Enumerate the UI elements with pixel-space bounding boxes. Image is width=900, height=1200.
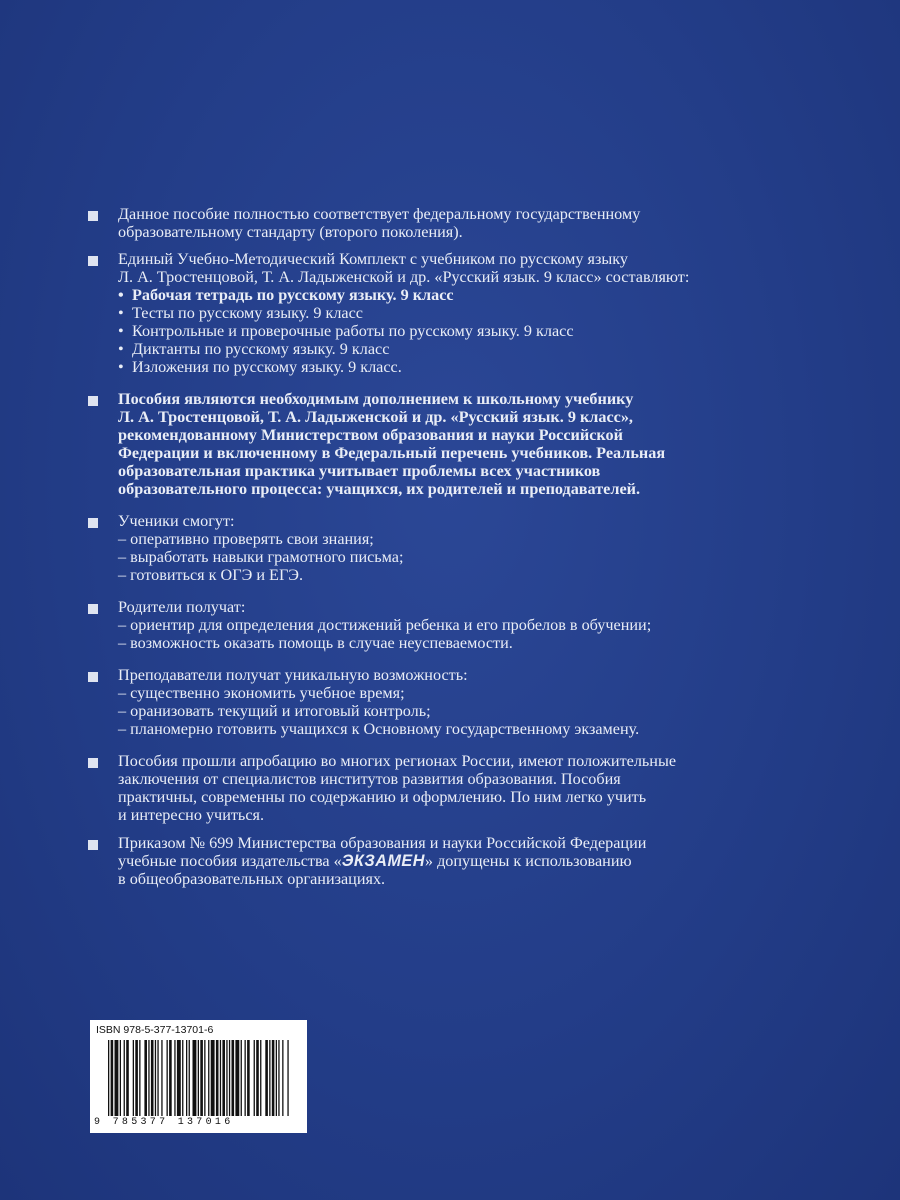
complex-item bbox=[118, 304, 828, 322]
barcode-bars bbox=[106, 1040, 291, 1116]
barcode-bar bbox=[111, 1040, 114, 1116]
square-bullet-icon bbox=[88, 672, 98, 682]
text-line: – оперативно проверять свои знания; bbox=[118, 530, 374, 548]
barcode-bar bbox=[232, 1040, 235, 1116]
section-order bbox=[88, 834, 828, 888]
barcode-bar bbox=[139, 1040, 140, 1116]
text-line: и интересно учиться. bbox=[118, 806, 264, 824]
dot-bullet-icon: • bbox=[118, 286, 124, 304]
text-line: Л. А. Тростенцовой, Т. А. Ладыженской и др. «Русский язык. 9 класс» составляют: bbox=[118, 268, 690, 286]
barcode-bar bbox=[265, 1040, 268, 1116]
text-line: практичны, современны по содержанию и оформлению. По ним легко учить bbox=[118, 788, 647, 806]
section-supplement bbox=[88, 390, 828, 498]
barcode-bar bbox=[204, 1040, 205, 1116]
square-bullet-icon bbox=[88, 396, 98, 406]
text-line: – оранизовать текущий и итоговый контроль; bbox=[118, 702, 431, 720]
dot-bullet-icon: • bbox=[118, 304, 124, 322]
barcode-bar bbox=[256, 1040, 259, 1116]
barcode-bar bbox=[157, 1040, 158, 1116]
text-line: Родители получат: bbox=[118, 598, 246, 616]
square-bullet-icon bbox=[88, 518, 98, 528]
barcode-bar bbox=[161, 1040, 162, 1116]
section-approval bbox=[88, 752, 828, 824]
barcode-bar bbox=[287, 1040, 288, 1116]
barcode-bar bbox=[260, 1040, 261, 1116]
square-bullet-icon bbox=[88, 256, 98, 266]
section-teachers bbox=[88, 666, 828, 738]
text-line: – планомерно готовить учащихся к Основному государственному экзамену. bbox=[118, 720, 640, 738]
text-line: Приказом № 699 Министерства образования и науки Российской Федерации bbox=[118, 834, 647, 852]
barcode-bar bbox=[282, 1040, 283, 1116]
complex-item bbox=[118, 358, 828, 376]
text-line: Федерации и включенному в Федеральный перечень учебников. Реальная bbox=[118, 444, 666, 462]
complex-item-text: Рабочая тетрадь по русскому языку. 9 класс bbox=[132, 286, 454, 304]
barcode-bar bbox=[120, 1040, 121, 1116]
text-line: рекомендованному Министерством образования и науки Российской bbox=[118, 426, 623, 444]
order-text-after: » допущены к использованию bbox=[424, 852, 632, 870]
annotation-text bbox=[88, 205, 828, 897]
section-parents bbox=[88, 598, 828, 652]
dot-bullet-icon: • bbox=[118, 322, 124, 340]
barcode-bar bbox=[167, 1040, 168, 1116]
barcode-bar bbox=[247, 1040, 250, 1116]
complex-item-text: Изложения по русскому языку. 9 класс. bbox=[132, 358, 402, 376]
complex-item-text: Диктанты по русскому языку. 9 класс bbox=[132, 340, 390, 358]
text-line: – ориентир для определения достижений ребенка и его пробелов в обучении; bbox=[118, 616, 652, 634]
barcode-bar bbox=[124, 1040, 125, 1116]
section-complex bbox=[88, 250, 828, 376]
isbn-label: ISBN 978-5-377-13701-6 bbox=[96, 1024, 214, 1036]
barcode-bar bbox=[182, 1040, 183, 1116]
barcode-bar bbox=[276, 1040, 277, 1116]
text-line: Пособия прошли апробацию во многих регионах России, имеют положительные bbox=[118, 752, 677, 770]
text-line: – готовиться к ОГЭ и ЕГЭ. bbox=[118, 566, 304, 584]
text-line: образовательному стандарту (второго поколения). bbox=[118, 223, 463, 241]
barcode-bar bbox=[155, 1040, 156, 1116]
barcode-bar bbox=[126, 1040, 129, 1116]
barcode-bar bbox=[151, 1040, 154, 1116]
barcode-bar bbox=[135, 1040, 138, 1116]
barcode-bar bbox=[174, 1040, 175, 1116]
square-bullet-icon bbox=[88, 604, 98, 614]
barcode-bar bbox=[148, 1040, 149, 1116]
barcode-bar bbox=[211, 1040, 215, 1116]
barcode-bar bbox=[133, 1040, 134, 1116]
dot-bullet-icon: • bbox=[118, 358, 124, 376]
barcode-bar bbox=[222, 1040, 225, 1116]
text-line: образовательная практика учитывает проблемы всех участников bbox=[118, 462, 601, 480]
barcode-bar bbox=[269, 1040, 270, 1116]
barcode-bar bbox=[241, 1040, 242, 1116]
barcode-bar bbox=[198, 1040, 199, 1116]
barcode-bar bbox=[189, 1040, 190, 1116]
barcode-bar bbox=[177, 1040, 181, 1116]
barcode-bar bbox=[254, 1040, 255, 1116]
text-line: – существенно экономить учебное время; bbox=[118, 684, 405, 702]
barcode-digits: 9 785377 137016 bbox=[94, 1117, 234, 1128]
complex-item-text: Тесты по русскому языку. 9 класс bbox=[132, 304, 363, 322]
barcode-bar bbox=[186, 1040, 187, 1116]
text-line: Л. А. Тростенцовой, Т. А. Ладыженской и др. «Русский язык. 9 класс», bbox=[118, 408, 633, 426]
barcode-bar bbox=[144, 1040, 147, 1116]
text-line: образовательного процесса: учащихся, их родителей и преподавателей. bbox=[118, 480, 640, 498]
complex-item bbox=[118, 340, 828, 358]
text-line: Данное пособие полностью соответствует федеральному государственному bbox=[118, 205, 641, 223]
order-text-before: учебные пособия издательства « bbox=[118, 852, 342, 870]
barcode-bar bbox=[220, 1040, 221, 1116]
barcode-bar bbox=[208, 1040, 209, 1116]
barcode-bar bbox=[216, 1040, 219, 1116]
barcode-bar bbox=[108, 1040, 109, 1116]
section-standard bbox=[88, 205, 828, 241]
text-line: Пособия являются необходимым дополнением к школьному учебнику bbox=[118, 390, 634, 408]
square-bullet-icon bbox=[88, 758, 98, 768]
publisher-brand: ЭКЗАМЕН bbox=[341, 852, 425, 870]
isbn-barcode bbox=[90, 1020, 307, 1133]
barcode-bar bbox=[229, 1040, 230, 1116]
section-students bbox=[88, 512, 828, 584]
complex-item bbox=[118, 322, 828, 340]
text-line: Единый Учебно-Методический Комплект с учебником по русскому языку bbox=[118, 250, 628, 268]
barcode-bar bbox=[226, 1040, 227, 1116]
complex-item bbox=[118, 286, 828, 304]
complex-item-text: Контрольные и проверочные работы по русскому языку. 9 класс bbox=[132, 322, 574, 340]
square-bullet-icon bbox=[88, 840, 98, 850]
barcode-bar bbox=[235, 1040, 239, 1116]
text-line: Преподаватели получат уникальную возможность: bbox=[118, 666, 468, 684]
barcode-bar bbox=[278, 1040, 279, 1116]
text-line: Ученики смогут: bbox=[118, 512, 235, 530]
barcode-bar bbox=[115, 1040, 119, 1116]
barcode-bar bbox=[272, 1040, 275, 1116]
square-bullet-icon bbox=[88, 211, 98, 221]
barcode-bar bbox=[169, 1040, 172, 1116]
barcode-bar bbox=[245, 1040, 246, 1116]
dot-bullet-icon: • bbox=[118, 340, 124, 358]
text-line: – выработать навыки грамотного письма; bbox=[118, 548, 404, 566]
barcode-bar bbox=[193, 1040, 197, 1116]
text-line: – возможность оказать помощь в случае неуспеваемости. bbox=[118, 634, 513, 652]
text-line: заключения от специалистов институтов развития образования. Пособия bbox=[118, 770, 621, 788]
text-line: в общеобразовательных организациях. bbox=[118, 870, 386, 888]
text-line bbox=[118, 852, 828, 870]
barcode-bar bbox=[200, 1040, 203, 1116]
